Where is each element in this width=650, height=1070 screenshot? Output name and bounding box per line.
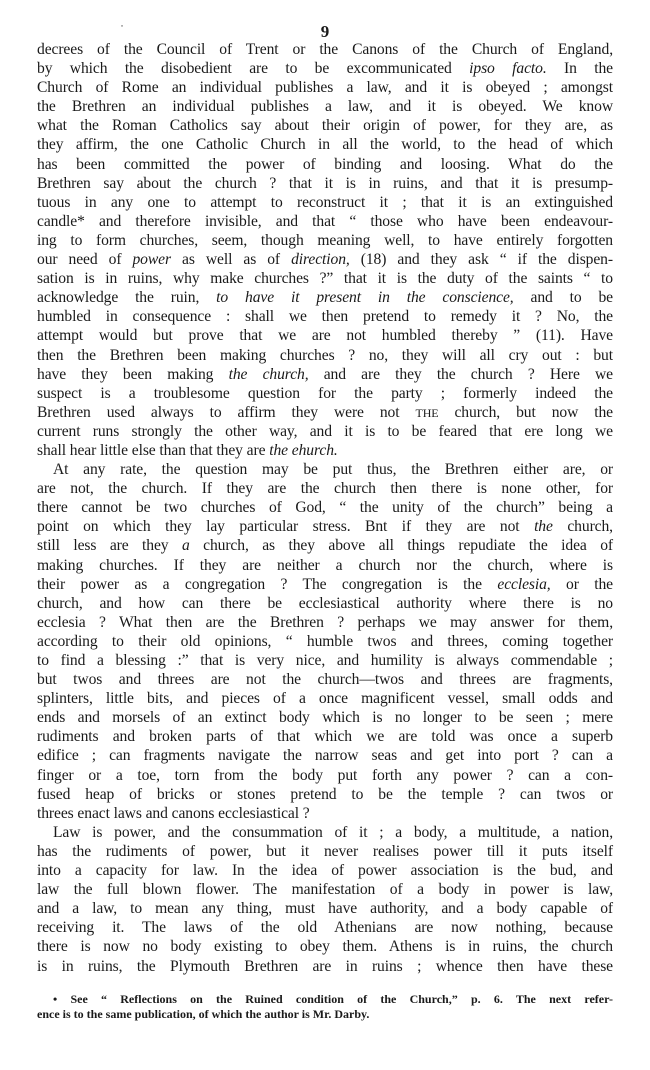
text-line: At any rate, the question may be put thus, the Brethren either are, or <box>53 461 613 479</box>
text-line: but twos and threes are not the church—twos and threes are fragments, <box>37 671 613 689</box>
text-line: there is now no body existing to obey them. Athens is in ruins, the church <box>37 938 613 956</box>
text-line: and a law, to mean any thing, must have authority, and a body capable of <box>37 900 613 918</box>
italic-text: to have it present in the conscience, <box>216 289 514 307</box>
text-line: the Brethren an individual publishes a law, and it is obeyed. We know <box>37 98 613 116</box>
text-line: ends and morsels of an extinct body which is no longer to be seen ; mere <box>37 709 613 727</box>
small-caps-text: THE <box>415 405 439 420</box>
text-line: Brethren used always to affirm they were not THE church, but now the <box>37 403 613 421</box>
text-line: into a capacity for law. In the idea of power association is the bud, and <box>37 862 613 880</box>
footnote-line: ence is to the same publication, of which the author is Mr. Darby. <box>37 1007 370 1021</box>
text-line: decrees of the Council of Trent or the Canons of the Church of England, <box>37 41 613 58</box>
scan-speck: ˙ <box>120 22 124 36</box>
text-line: ing to form churches, seem, though meaning well, to have entirely forgotten <box>37 231 613 249</box>
text-line: rudiments and broken parts of that which we are told was once a superb <box>37 728 613 746</box>
text-line: edifice ; can fragments navigate the narrow seas and get into port ? can a <box>37 747 613 765</box>
text-line: making churches. If they are neither a church nor the church, where is <box>37 556 613 574</box>
text-line: humbled in consequence : shall we then pretend to remedy it ? No, the <box>37 308 613 326</box>
text-line: there cannot be two churches of God, “ the unity of the church” being a <box>37 499 613 517</box>
text-line: candle* and therefore invisible, and that “ those who have been endeavour- <box>37 212 613 230</box>
text-line: suspect is a troublesome question for the party ; formerly indeed the <box>37 384 613 402</box>
text-line: is in ruins, the Plymouth Brethren are in ruins ; whence then have these <box>37 957 613 975</box>
footnote-line: • See “ Reflections on the Ruined condition of the Church,” p. 6. The next refer- <box>53 992 613 1006</box>
text-line: still less are they a church, as they above all things repudiate the idea of <box>37 537 613 555</box>
italic-text: the church, <box>228 365 309 383</box>
italic-text: power <box>132 251 171 269</box>
text-line: what the Roman Catholics say about their origin of power, for they are, as <box>37 117 613 135</box>
body-text <box>37 40 613 976</box>
text-line: law the full blown flower. The manifestation of a body in power is law, <box>37 881 613 899</box>
text-line: ecclesia ? What then are the Brethren ? perhaps we may answer for them, <box>37 613 613 631</box>
italic-text: the <box>534 518 553 536</box>
text-line: fused heap of bricks or stones pretend to be the temple ? can twos or <box>37 785 613 803</box>
text-line: according to their old opinions, “ humble twos and threes, coming together <box>37 632 613 650</box>
text-line: point on which they lay particular stress. Bnt if they are not the church, <box>37 518 613 536</box>
text-line: threes enact laws and canons ecclesiastical ? <box>37 804 310 822</box>
text-line: acknowledge the ruin, to have it present in the conscience, and to be <box>37 289 613 307</box>
italic-text: ecclesia, <box>497 575 551 593</box>
text-line: they affirm, the one Catholic Church in all the world, to the head of which <box>37 136 613 154</box>
text-line: receiving it. The laws of the old Athenians are now nothing, because <box>37 919 613 937</box>
text-line: have they been making the church, and are they the church ? Here we <box>37 365 613 383</box>
text-line: our need of power as well as of direction, (18) and they ask “ if the dispen- <box>37 251 613 269</box>
text-line: church, and how can there be ecclesiastical authority where there is no <box>37 594 613 612</box>
text-line: attempt would but prove that we are not humbled thereby ” (11). Have <box>37 327 613 345</box>
text-line: splinters, little bits, and pieces of a once magnificent vessel, small odds and <box>37 690 613 708</box>
italic-text: direction, <box>291 251 350 269</box>
text-line: shall hear little else than that they are the ehurch. <box>37 441 338 459</box>
text-line: sation is in ruins, why make churches ?” that it is the duty of the saints “ to <box>37 270 613 288</box>
text-line: tuous in any one to attempt to reconstruct it ; that it is an extinguished <box>37 193 613 211</box>
italic-text: the ehurch. <box>269 441 338 459</box>
text-line: current runs strongly the other way, and it is to be feared that ere long we <box>37 422 613 440</box>
page-number: 9 <box>320 22 330 41</box>
text-line: has been committed the power of binding and loosing. What do the <box>37 155 613 173</box>
footnote <box>37 992 613 1022</box>
italic-text: ipso facto. <box>469 60 547 78</box>
text-line: Law is power, and the consummation of it ; a body, a multitude, a nation, <box>53 823 613 841</box>
text-line: to find a blessing :” that is very nice, and humility is always commendable ; <box>37 652 613 669</box>
text-line: Brethren say about the church ? that it is in ruins, and that it is presump- <box>37 174 613 192</box>
text-line: finger or a toe, torn from the body put forth any power ? can a con- <box>37 766 613 784</box>
text-line: Church of Rome an individual publishes a law, and it is obeyed ; amongst <box>37 79 613 97</box>
italic-text: a <box>181 537 190 555</box>
text-line: by which the disobedient are to be excommunicated ipso facto. In the <box>37 60 614 78</box>
text-line: their power as a congregation ? The congregation is the ecclesia, or the <box>37 575 614 593</box>
text-line: has the rudiments of power, but it never realises power till it puts itself <box>37 842 613 860</box>
text-line: are not, the church. If they are the church then there is none other, for <box>37 480 613 498</box>
text-line: then the Brethren been making churches ? no, they will all cry out : but <box>37 346 613 364</box>
